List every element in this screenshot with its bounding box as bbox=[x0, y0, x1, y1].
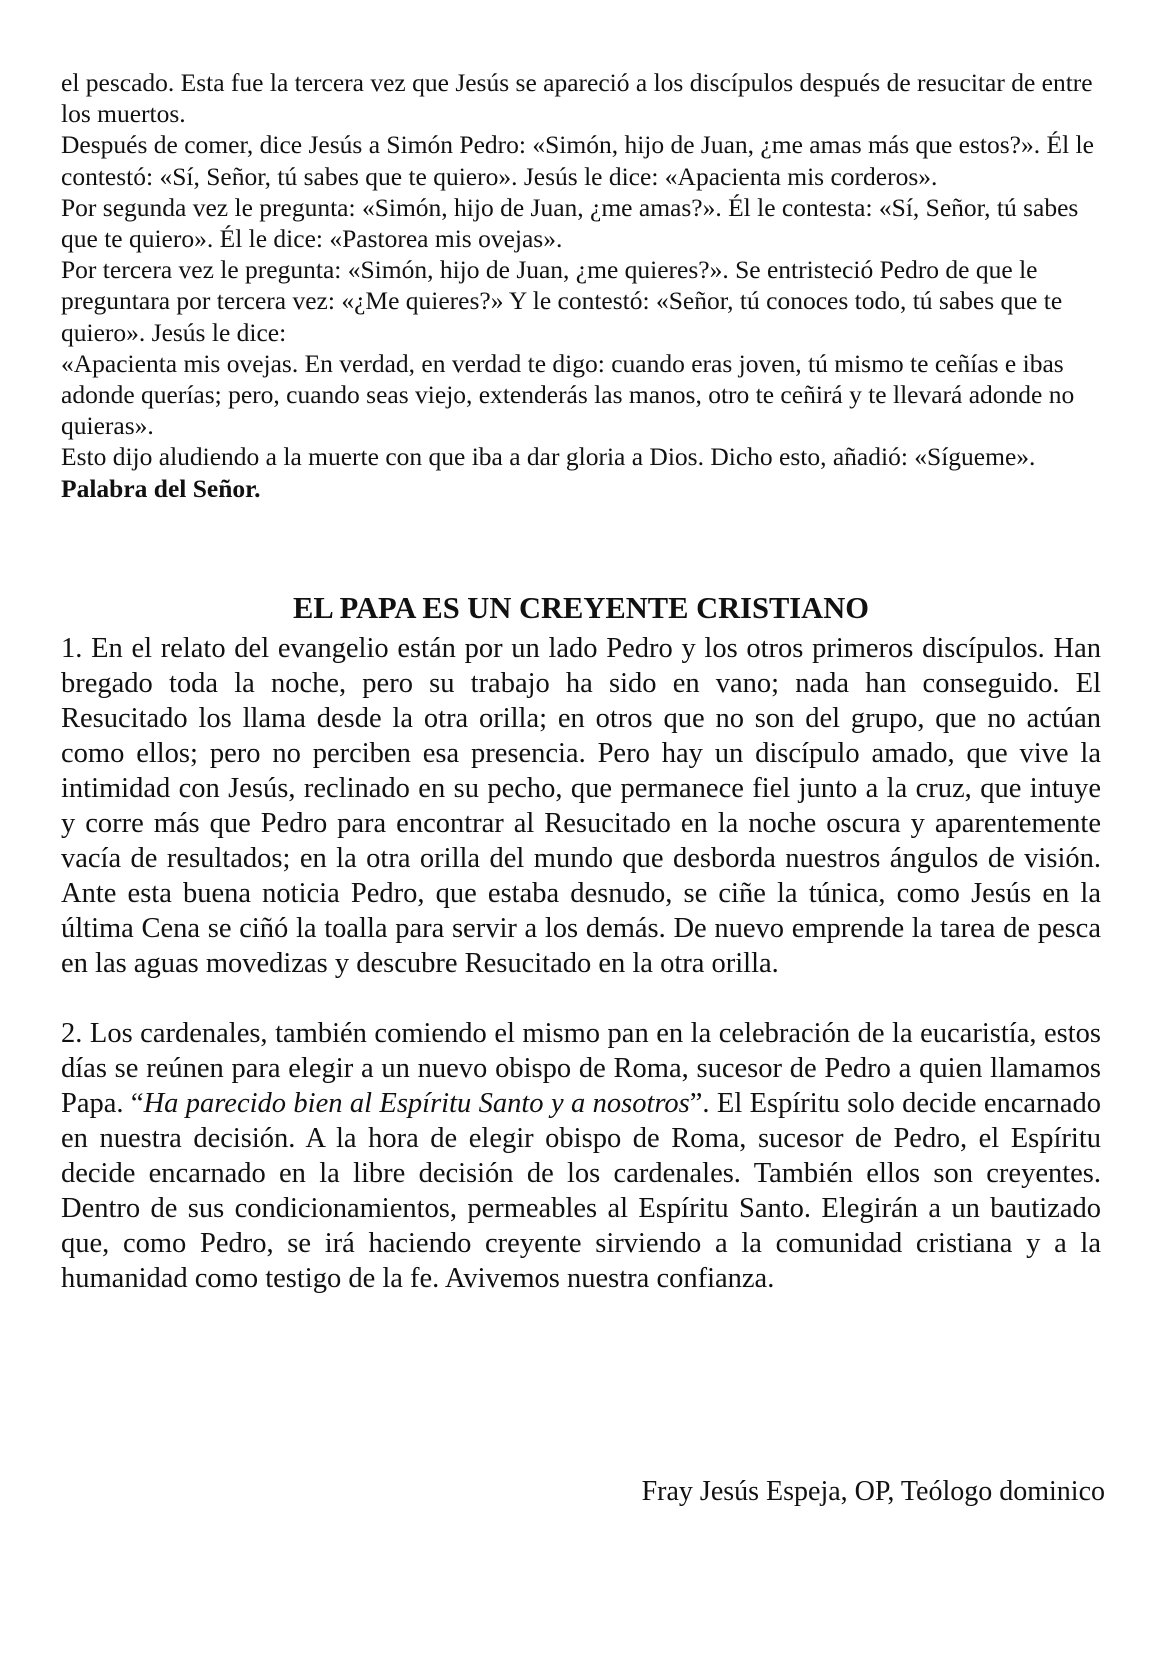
article-paragraph-2-start: 2. Los cardenales, también comiendo el mismo pan en la celebración de la eucaristía, estos días se reúnen para elegir a un nuevo obispo de Roma, sucesor de Pedro a quien llamamos Papa. “ bbox=[61, 1018, 1101, 1119]
gospel-paragraph: el pescado. Esta fue la tercera vez que Jesús se apareció a los discípulos después de resucitar de entre los muertos. bbox=[61, 68, 1093, 129]
gospel-closing-text: Esto dijo aludiendo a la muerte con que iba a dar gloria a Dios. Dicho esto, añadió: «Sígueme». bbox=[61, 442, 1036, 472]
gospel-closing bbox=[61, 441, 1121, 503]
article-body bbox=[61, 631, 1101, 1296]
gospel-paragraph: Por tercera vez le pregunta: «Simón, hijo de Juan, ¿me quieres?». Se entristeció Pedro de que le preguntara por tercera vez: «¿Me quieres?» Y le contestó: «Señor, tú conoces todo, tú sabes que te quiero». Jesús le dice: bbox=[61, 255, 1063, 347]
article-paragraph-2-end: ”. El Espíritu solo decide encarnado en nuestra decisión. A la hora de elegir obispo de Roma, sucesor de Pedro, el Espíritu decide encarnado en la libre decisión de los cardenales. También ellos son creyentes. Dentro de sus condicionamientos, permeables al Espíritu Santo. Elegirán a un bautizado que, como Pedro, se irá haciendo creyente sirviendo a la comunidad cristiana y a la humanidad como testigo de la fe. Avivemos nuestra confianza. bbox=[61, 1088, 1101, 1294]
article-paragraph-2 bbox=[61, 1016, 1101, 1296]
gospel-closing-acclamation: Palabra del Señor. bbox=[61, 473, 261, 503]
gospel-reading bbox=[61, 67, 1121, 504]
gospel-paragraph: «Apacienta mis ovejas. En verdad, en verdad te digo: cuando eras joven, tú mismo te ceñías e ibas adonde querías; pero, cuando seas viejo, extenderás las manos, otro te ceñirá y te llevará adonde no quieras». bbox=[61, 348, 1075, 441]
author-signature: Fray Jesús Espeja, OP, Teólogo dominico bbox=[641, 1476, 1105, 1507]
article-paragraph-2-quote: Ha parecido bien al Espíritu Santo y a nosotros bbox=[143, 1088, 690, 1119]
article-title: EL PAPA ES UN CREYENTE CRISTIANO bbox=[293, 591, 869, 625]
article-paragraph-1: 1. En el relato del evangelio están por un lado Pedro y los otros primeros discípulos. Han bregado toda la noche, pero su trabajo ha sido en vano; nada han conseguido. El Resucitado los llama desde la otra orilla; en otros que no son del grupo, que no actúan como ellos; pero no perciben esa presencia. Pero hay un discípulo amado, que vive la intimidad con Jesús, reclinado en su pecho, que permanece fiel junto a la cruz, que intuye y corre más que Pedro para encontrar al Resucitado en la noche oscura y aparentemente vacía de resultados; en la otra orilla del mundo que desborda nuestros ángulos de visión. Ante esta buena noticia Pedro, que estaba desnudo, se ciñe la túnica, como Jesús en la última Cena se ciñó la toalla para servir a los demás. De nuevo emprende la tarea de pesca en las aguas movedizas y descubre Resucitado en la otra orilla. bbox=[61, 633, 1101, 979]
gospel-paragraph: Por segunda vez le pregunta: «Simón, hijo de Juan, ¿me amas?». Él le contesta: «Sí, Señor, tú sabes que te quiero». Él le dice: «Pastorea mis ovejas». bbox=[61, 192, 1079, 254]
gospel-paragraph: Después de comer, dice Jesús a Simón Pedro: «Simón, hijo de Juan, ¿me amas más que estos?». Él le contestó: «Sí, Señor, tú sabes que te quiero». Jesús le dice: «Apacienta mis corderos». bbox=[61, 130, 1094, 191]
